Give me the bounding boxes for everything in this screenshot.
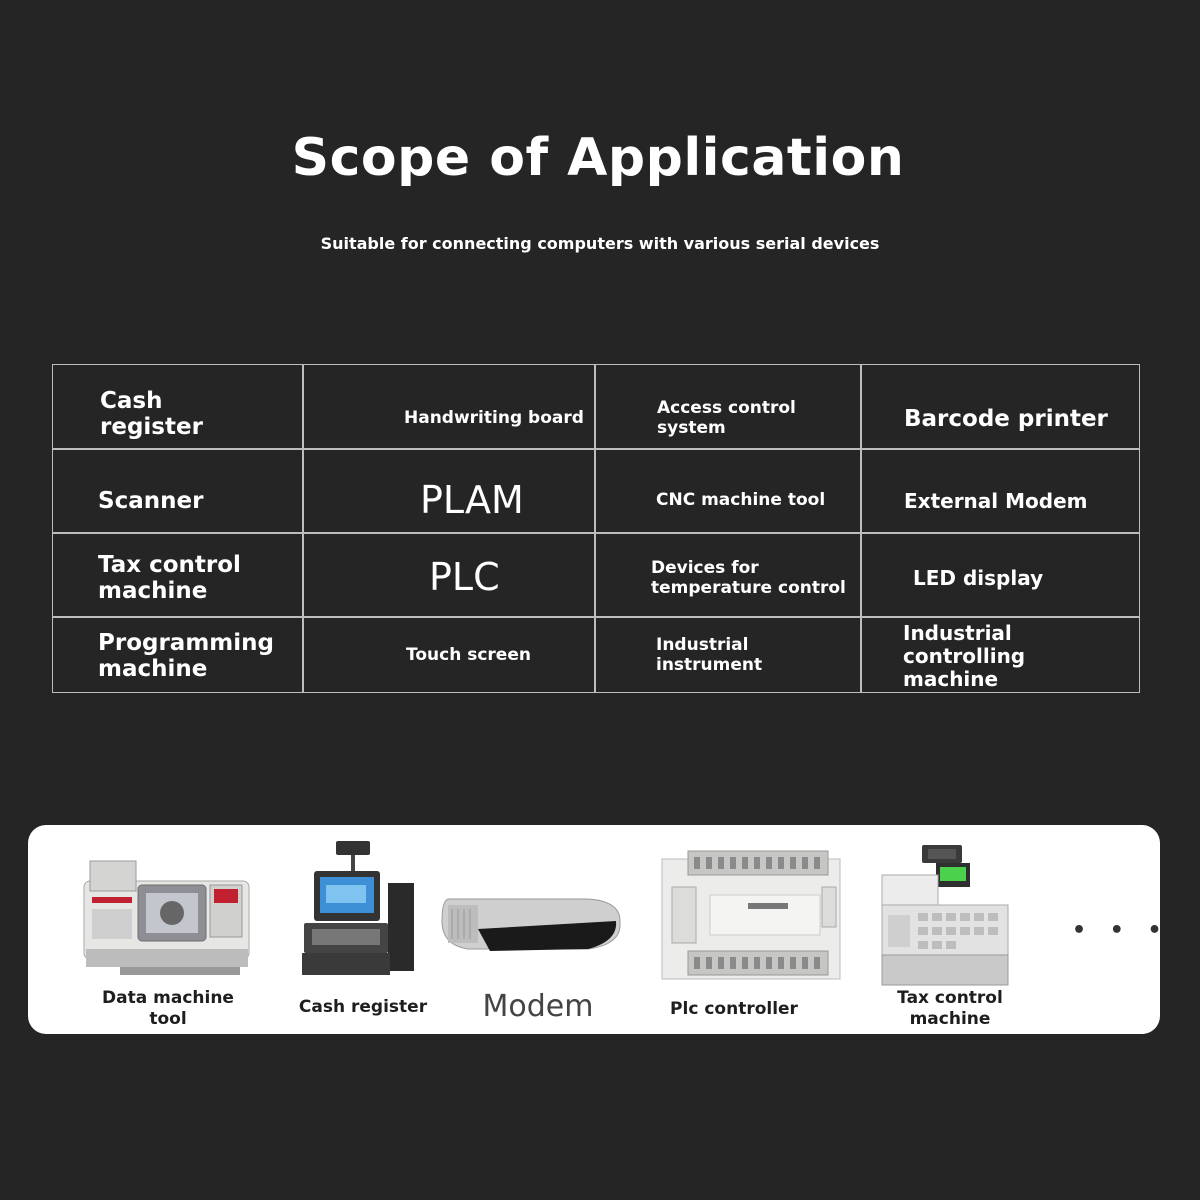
table-cell: LED display — [913, 565, 1044, 590]
gallery-caption: Modem — [482, 989, 594, 1024]
pos-terminal-icon — [296, 835, 418, 975]
gallery-caption: Data machine tool — [102, 988, 234, 1030]
gallery-caption: Tax control machine — [897, 988, 1003, 1030]
table-cell: Devices for temperature control — [651, 557, 846, 598]
table-cell: PLAM — [420, 478, 524, 523]
gallery-caption: Cash register — [298, 997, 428, 1017]
table-cell: Barcode printer — [904, 405, 1108, 432]
table-cell: Industrial controlling machine — [903, 620, 1026, 691]
table-cell: Access control system — [657, 398, 796, 438]
plc-controller-icon — [658, 847, 844, 987]
table-cell: CNC machine tool — [656, 490, 826, 511]
table-cell: Cash register — [100, 387, 203, 440]
gallery-caption: Plc controller — [670, 999, 798, 1019]
table-cell: PLC — [429, 555, 500, 600]
table-cell: Touch screen — [406, 645, 531, 666]
device-gallery — [28, 825, 1160, 1034]
more-indicator: • • • — [1072, 918, 1170, 943]
table-cell: Handwriting board — [404, 408, 584, 429]
cash-register-icon — [878, 841, 1013, 989]
page-subtitle: Suitable for connecting computers with various serial devices — [320, 234, 880, 253]
cnc-machine-icon — [80, 853, 260, 978]
application-table — [52, 364, 1140, 693]
table-cell: Industrial instrument — [656, 635, 763, 675]
page-title: Scope of Application — [291, 128, 905, 188]
modem-icon — [438, 891, 623, 961]
table-cell: Programming machine — [98, 629, 274, 682]
table-cell: External Modem — [904, 488, 1088, 513]
table-cell: Scanner — [98, 487, 204, 514]
table-cell: Tax control machine — [98, 551, 241, 604]
